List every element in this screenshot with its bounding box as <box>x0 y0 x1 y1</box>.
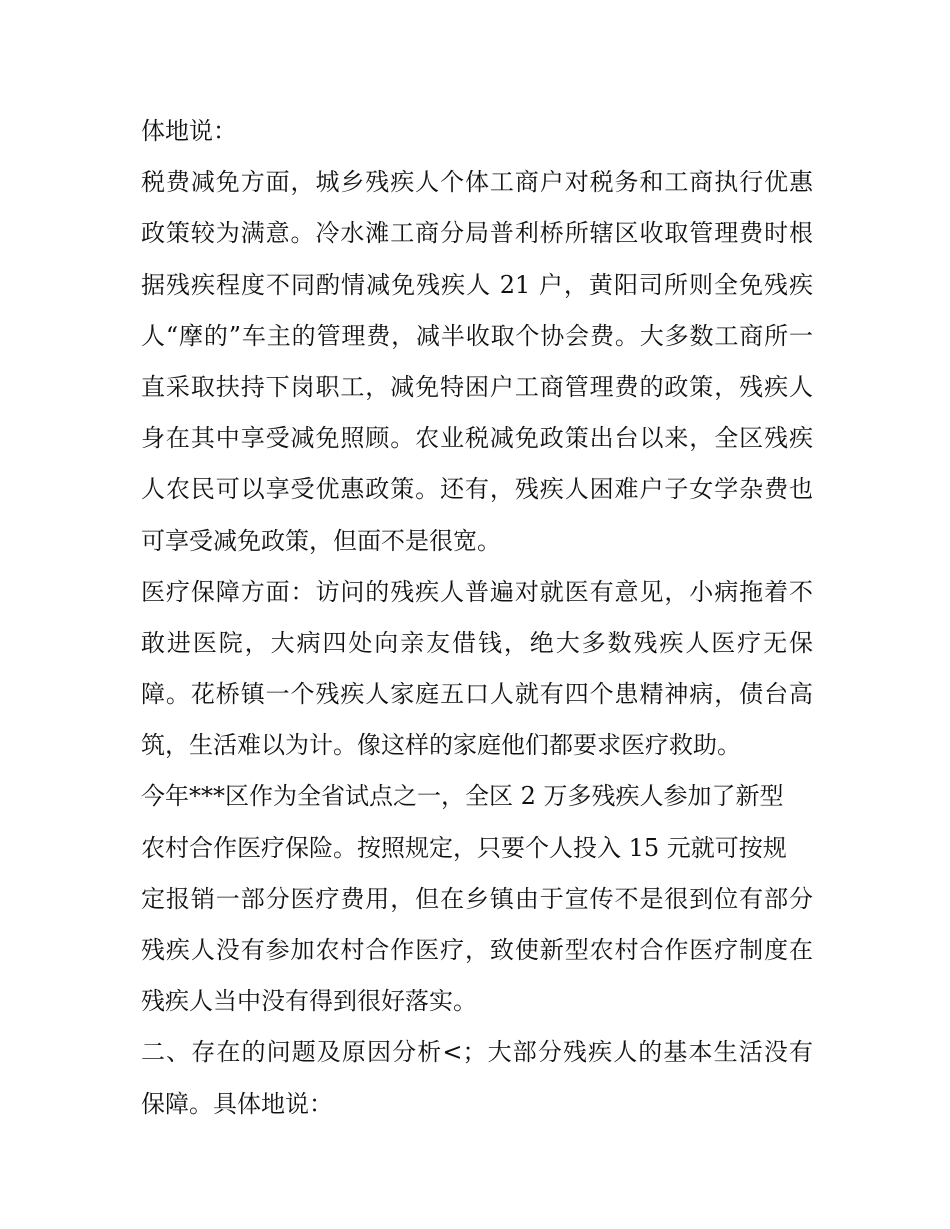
text-line: 人农民可以享受优惠政策。还有，残疾人困难户子女学杂费也 <box>141 475 813 504</box>
text-line: 敢进医院，大病四处向亲友借钱，绝大多数残疾人医疗无保 <box>141 628 813 657</box>
text-line: 可享受减免政策，但面不是很宽。 <box>141 526 501 555</box>
text-line: 残疾人当中没有得到很好落实。 <box>141 987 477 1016</box>
text-line: 今年***区作为全省试点之一，全区 2 万多残疾人参加了新型 <box>141 782 784 811</box>
text-line: 税费减免方面，城乡残疾人个体工商户对税务和工商执行优惠 <box>141 168 813 197</box>
text-line: 政策较为满意。冷水滩工商分局普利桥所辖区收取管理费时根 <box>141 219 813 248</box>
text-line: 体地说： <box>141 117 237 145</box>
text-line: 障。花桥镇一个残疾人家庭五口人就有四个患精神病，债台高 <box>141 680 813 709</box>
text-line: 身在其中享受减免照顾。农业税减免政策出台以来，全区残疾 <box>141 424 813 453</box>
text-line: 直采取扶持下岗职工，减免特困户工商管理费的政策，残疾人 <box>141 372 813 401</box>
text-line: 残疾人没有参加农村合作医疗，致使新型农村合作医疗制度在 <box>141 936 813 964</box>
text-line: 人“摩的”车主的管理费，减半收取个协会费。大多数工商所一 <box>141 321 813 350</box>
text-line: 据残疾程度不同酌情减免残疾人 21 户，黄阳司所则全免残疾 <box>141 270 813 299</box>
text-line: 定报销一部分医疗费用，但在乡镇由于宣传不是很到位有部分 <box>141 884 813 913</box>
text-line: 农村合作医疗保险。按照规定，只要个人投入 15 元就可按规 <box>141 833 787 862</box>
text-line: 保障。具体地说： <box>141 1089 333 1118</box>
text-line: 筑，生活难以为计。像这样的家庭他们都要求医疗救助。 <box>141 731 741 760</box>
text-line: 医疗保障方面：访问的残疾人普遍对就医有意见，小病拖着不 <box>141 577 813 606</box>
text-line: 二、存在的问题及原因分析<；大部分残疾人的基本生活没有 <box>141 1038 813 1067</box>
document-body <box>141 106 813 1130</box>
